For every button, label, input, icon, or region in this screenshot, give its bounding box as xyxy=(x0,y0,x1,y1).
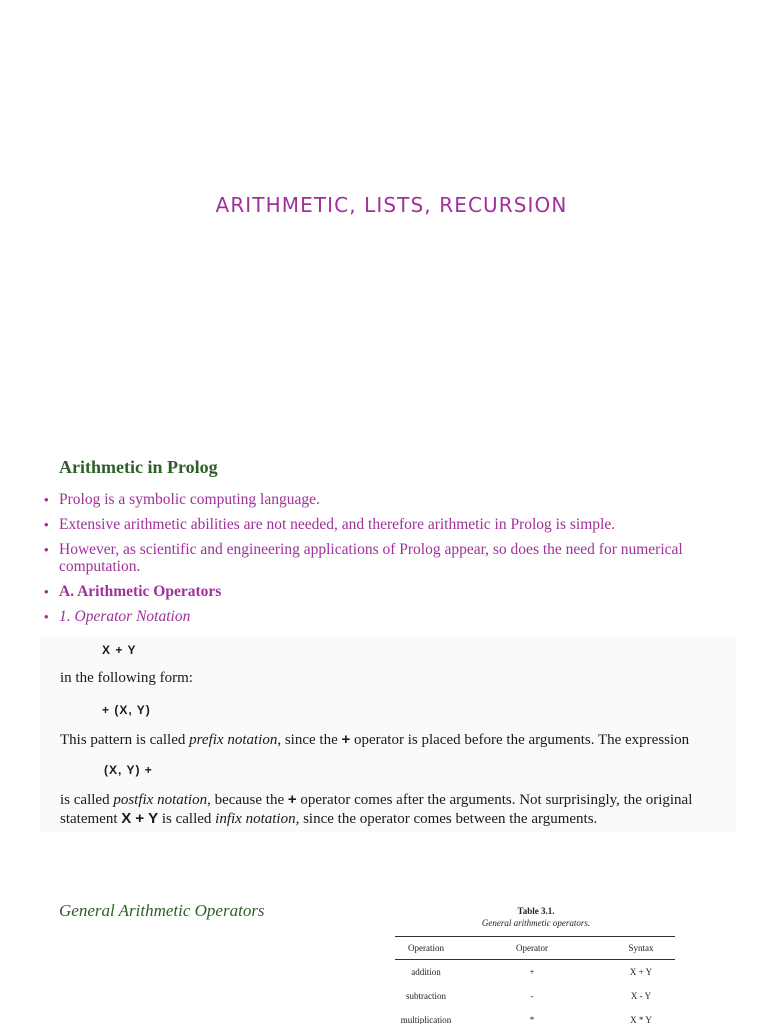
bullet-list xyxy=(44,491,724,633)
code-prefix: + (X, Y) xyxy=(102,703,151,717)
slide-title: ARITHMETIC, LISTS, RECURSION xyxy=(215,193,568,217)
table-description: General arithmetic operators. xyxy=(481,918,591,928)
table-cell: subtraction xyxy=(406,991,446,1001)
excerpt-text: This pattern is called xyxy=(60,732,190,748)
code-postfix: (X, Y) + xyxy=(104,763,153,777)
table-row xyxy=(395,960,675,985)
excerpt-text: is called xyxy=(158,811,216,827)
table-row xyxy=(395,1008,675,1024)
table-cell: X * Y xyxy=(630,1015,652,1024)
bullet-item xyxy=(44,608,724,625)
scanned-excerpt xyxy=(40,636,736,832)
table-cell: + xyxy=(529,967,535,977)
table-cell: multiplication xyxy=(400,1015,452,1024)
excerpt-text: is called xyxy=(60,792,114,808)
bullet-text: Extensive arithmetic abilities are not needed, and therefore arithmetic in Prolog is simple. xyxy=(59,516,616,533)
excerpt-paragraph xyxy=(60,731,689,749)
operators-table xyxy=(395,936,675,1024)
excerpt-paragraph xyxy=(60,810,597,828)
code-infix: X + Y xyxy=(102,643,137,657)
section-heading: Arithmetic in Prolog xyxy=(59,457,218,477)
term-prefix-notation: prefix notation xyxy=(189,732,278,748)
table-cell: X - Y xyxy=(630,991,652,1001)
table-cell: X + Y xyxy=(629,967,653,977)
bullet-marker: • xyxy=(44,517,49,532)
bullet-marker: • xyxy=(44,584,49,599)
plus-operator: + xyxy=(341,731,351,748)
table-label: Table 3.1. xyxy=(517,906,555,916)
bullet-marker: • xyxy=(44,492,49,507)
excerpt-text: operator is placed before the arguments. The expression xyxy=(350,732,690,748)
bullet-text: Prolog is a symbolic computing language. xyxy=(59,491,320,508)
excerpt-text: operator comes after the arguments. Not surprisingly, the original xyxy=(296,792,693,808)
table-row xyxy=(395,984,675,1008)
table-header-row xyxy=(395,937,675,960)
bullet-marker: • xyxy=(44,542,49,557)
table-cell: * xyxy=(529,1015,535,1024)
column-header: Operator xyxy=(457,937,607,960)
general-operators-heading: General Arithmetic Operators xyxy=(59,901,265,920)
bullet-subheading: 1. Operator Notation xyxy=(59,608,191,625)
bullet-item xyxy=(44,541,724,575)
term-postfix-notation: postfix notation xyxy=(113,792,208,808)
table-cell: addition xyxy=(411,967,441,977)
bullet-item xyxy=(44,583,724,600)
excerpt-paragraph xyxy=(60,791,692,809)
excerpt-text: , since the xyxy=(277,732,342,748)
infix-expression: X + Y xyxy=(121,810,159,827)
table-caption xyxy=(393,905,679,929)
bullet-item xyxy=(44,491,724,508)
plus-operator: + xyxy=(287,791,297,808)
operators-table-figure xyxy=(393,905,679,1024)
term-infix-notation: infix notation xyxy=(215,811,296,827)
bullet-marker: • xyxy=(44,609,49,624)
excerpt-text: , because the xyxy=(207,792,288,808)
table-cell: - xyxy=(530,991,534,1001)
column-header: Operation xyxy=(395,937,457,960)
excerpt-text: statement xyxy=(60,811,122,827)
bullet-subheading: A. Arithmetic Operators xyxy=(59,583,222,600)
bullet-text: However, as scientific and engineering applications of Prolog appear, so does the need for numerical computation. xyxy=(59,541,683,575)
bullet-item xyxy=(44,516,724,533)
column-header: Syntax xyxy=(607,937,675,960)
excerpt-text: in the following form: xyxy=(60,670,193,686)
excerpt-text: , since the operator comes between the arguments. xyxy=(295,811,598,827)
